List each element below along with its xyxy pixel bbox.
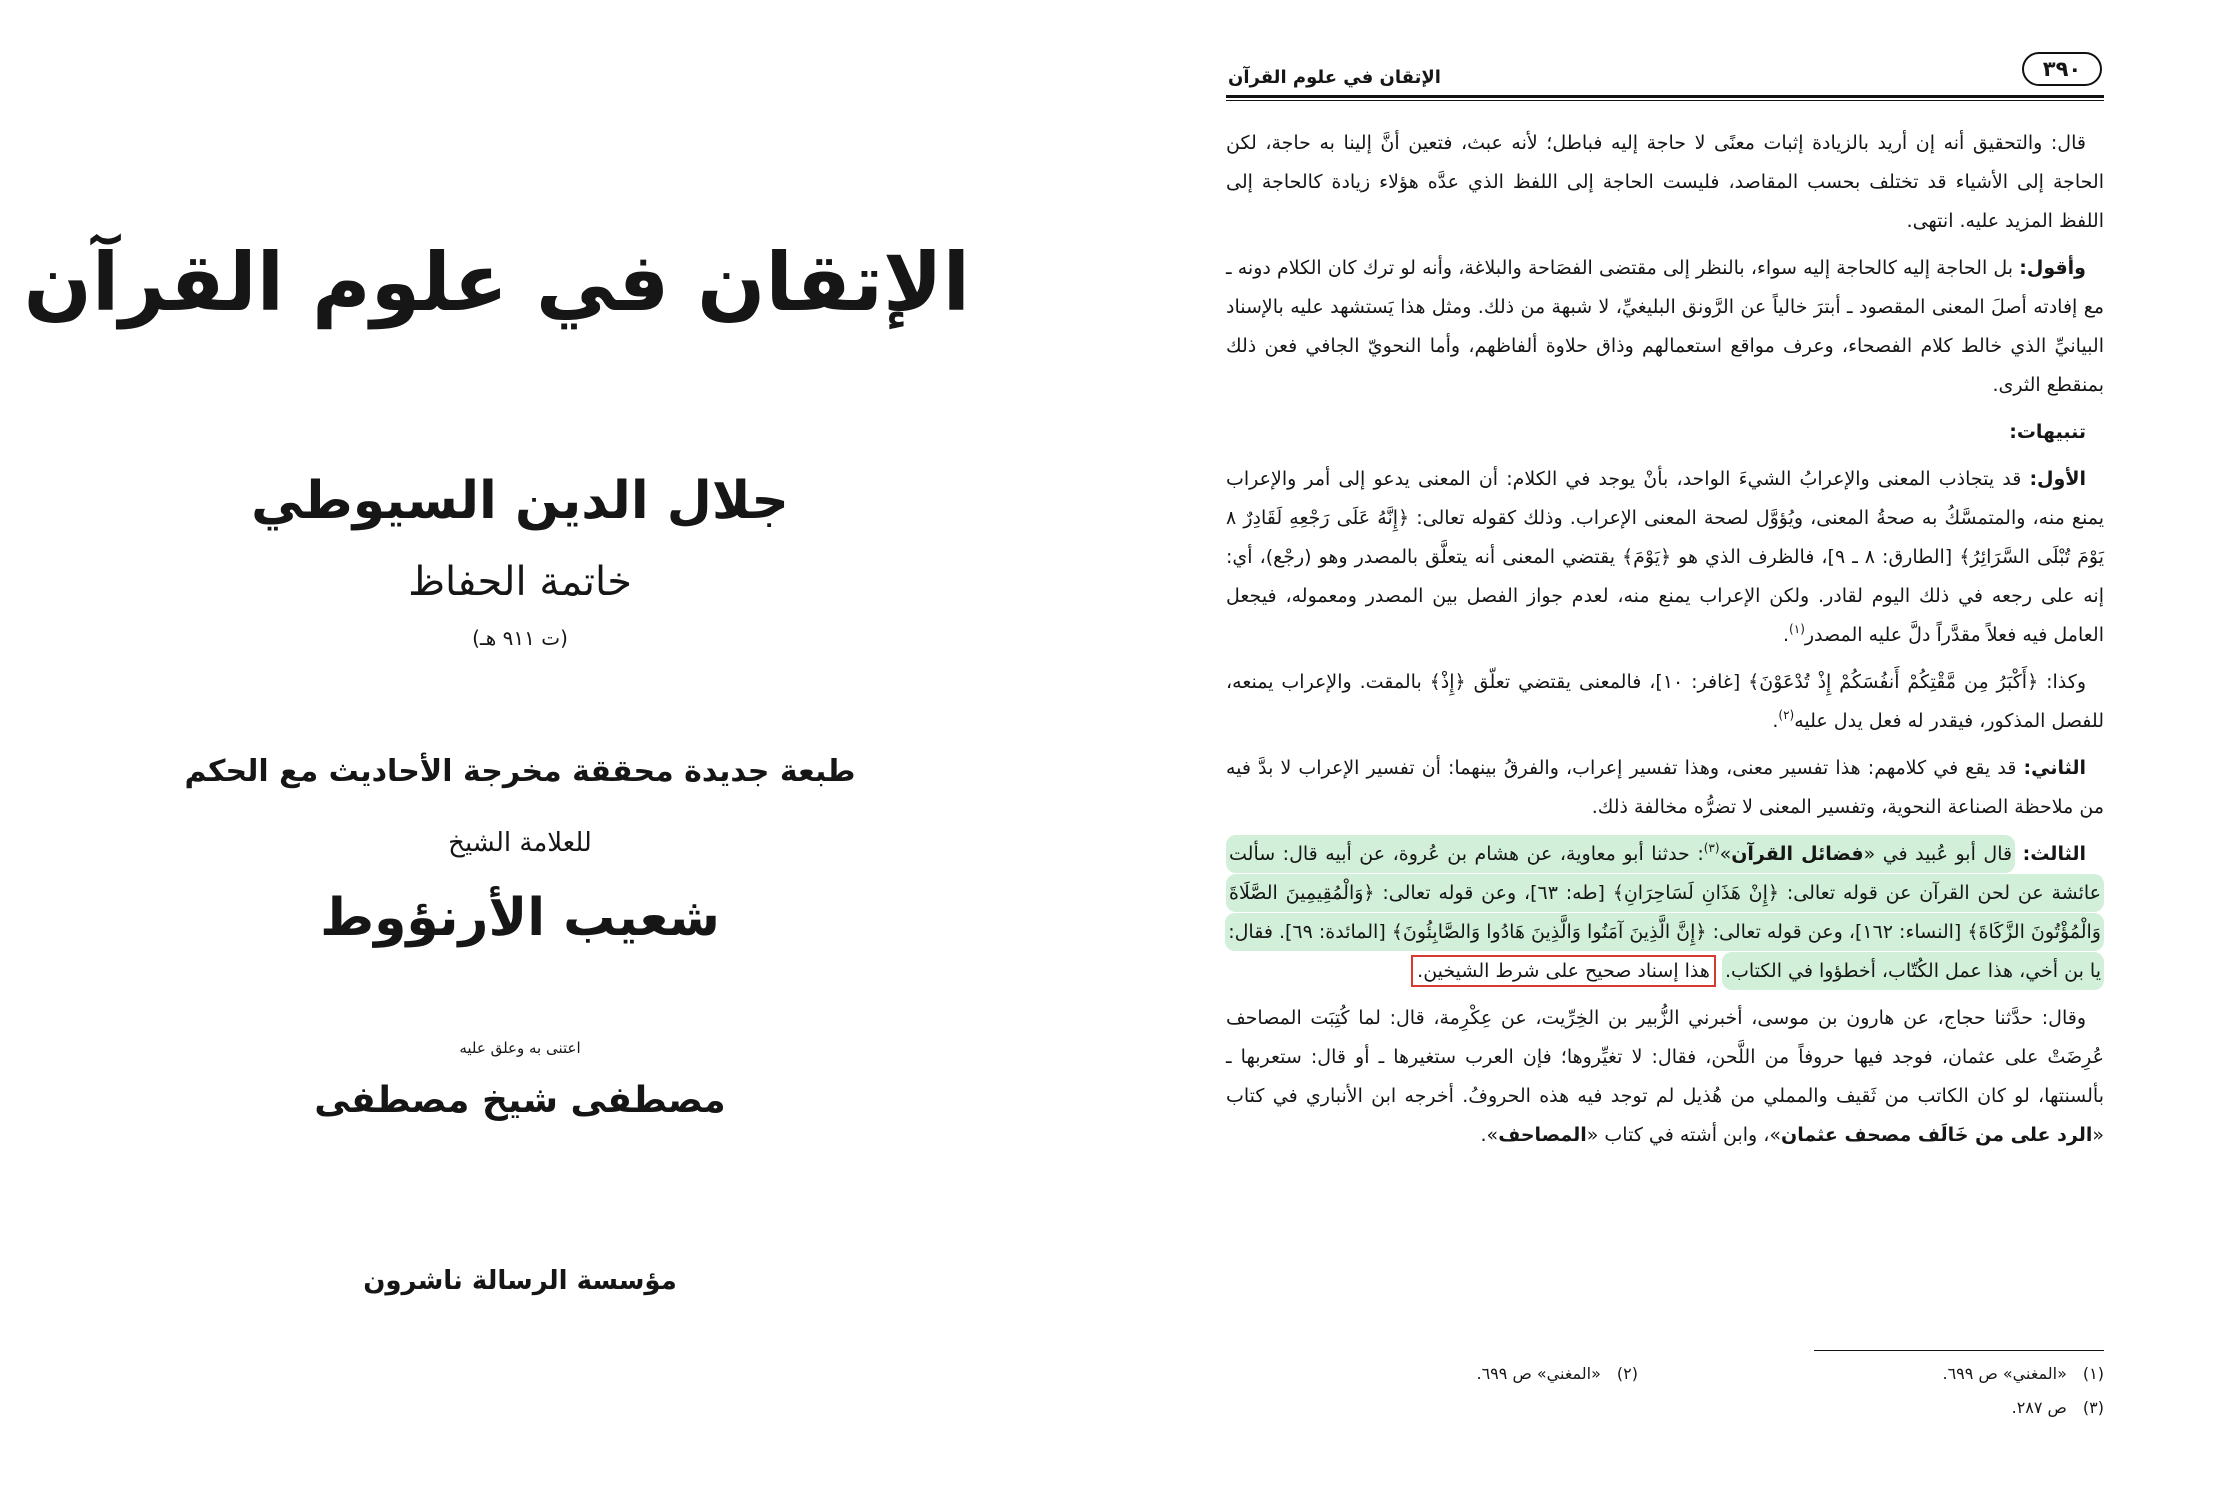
- paragraph-text: بالمقت. والإعراب يمنعه، للفصل المذكور، فيقدر له فعل يدل عليه: [1226, 671, 2104, 732]
- paragraph-text: »، وابن أشته في كتاب «: [1586, 1124, 1782, 1146]
- paragraph-text: قال: والتحقيق أنه إن أريد بالزيادة إثبات معنًى لا حاجة إليه فباطل؛ لأنه عبث، فتعين أنَّ إلينا به حاجة، لكن الحاجة إلى الأشياء قد تختلف بحسب المقاصد، فليست الحاجة إلى اللفظ الذي عدَّه هؤلاء زيادة كالحاجة إلى اللفظ المزيد عليه. انتهى.: [1226, 132, 2104, 232]
- paragraph-lead: الثاني:: [2023, 757, 2086, 779]
- book-title-ref: المصاحف: [1498, 1124, 1587, 1146]
- quran-verse: ﴿إِنَّ الَّذِينَ آمَنُوا وَالَّذِينَ هَادُوا وَالصَّابِئُونَ﴾: [1391, 921, 1707, 943]
- footnote-ref: (٢): [1778, 708, 1795, 722]
- paragraph-text: يقتضي المعنى أنه يتعلَّق بالمصدر وهو (رجْع)، أي: إنه على رجعه في ذلك اليوم لقادر. ولكن الإعراب يمنع منه، لعدم جواز الفصل بين المصدر ومعموله، فيجعل العامل فيه فعلاً مقدَّراً دلَّ عليه المصدر: [1226, 546, 2104, 646]
- paragraph-text: قد يتجاذب المعنى والإعرابُ الشيءَ الواحد، بأنْ يوجد في الكلام: أن المعنى يدعو إلى أمر والإعراب يمنع منه، والمتمسَّكُ به صحةُ المعنى، ويُؤوَّل لصحة المعنى الإعراب. وذلك كقوله تعالى:: [1226, 468, 2105, 529]
- paragraph-7: [1226, 999, 2104, 1155]
- paragraph-text: »: [1719, 843, 1732, 865]
- footnote-text: ص ٢٨٧.: [2011, 1398, 2067, 1417]
- footnote-text: «المغني» ص ٦٩٩.: [1942, 1364, 2067, 1383]
- quran-verse: ﴿إِنَّهُ عَلَى رَجْعِهِ لَقَادِرٌ ٨ يَوْمَ تُبْلَى السَّرَائِرُ﴾: [1226, 507, 2104, 568]
- section-heading: تنبيهات:: [2009, 421, 2086, 443]
- paragraph-text: [غافر: ١٠]، فالمعنى يقتضي تعلّق: [1465, 671, 1749, 693]
- paragraph-lead: الأول:: [2029, 468, 2086, 490]
- quran-verse: ﴿أَكْبَرُ مِن مَّقْتِكُمْ أَنفُسَكُمْ إِذْ تُدْعَوْنَ﴾: [1748, 671, 2039, 693]
- editor-prefix: للعلامة الشيخ: [448, 828, 592, 858]
- footnote-2: [1476, 1362, 1638, 1386]
- paragraph-text: : حدثنا أبو معاوية، عن هشام بن عُروة، عن أبيه قال: سألت عائشة عن لحن القرآن عن قوله تعالى:: [1229, 843, 2101, 904]
- footnote-text: «المغني» ص ٦٩٩.: [1476, 1364, 1601, 1383]
- footnote-1: [1942, 1362, 2104, 1386]
- paragraph-text: [الطارق: ٨ ـ ٩]، فالظرف الذي هو: [1671, 546, 1960, 568]
- paragraph-4: [1226, 663, 2104, 741]
- page-body-text: [1226, 124, 2104, 1163]
- paragraph-text: .: [1783, 624, 1790, 646]
- footnote-rule: [1814, 1350, 2104, 1351]
- quran-verse: ﴿إِنْ هَذَانِ لَسَاحِرَانِ﴾: [1612, 882, 1780, 904]
- book-title: الإتقان في علوم القرآن: [23, 236, 970, 329]
- paragraph-5: [1226, 749, 2104, 827]
- paragraph-3: [1226, 460, 2104, 655]
- paragraph-text: قال أبو عُبيد في «: [1863, 843, 2013, 865]
- page-number: ٣٩٠: [2022, 52, 2102, 86]
- footnote-3: [2012, 1396, 2104, 1420]
- paragraph-6: [1226, 835, 2104, 991]
- quran-verse: ﴿يَوْمَ﴾: [1622, 546, 1672, 568]
- paragraph-text: ».: [1480, 1124, 1499, 1146]
- paragraph-text: بل الحاجة إليه كالحاجة إليه سواء، بالنظر إلى مقتضى الفصَاحة والبلاغة، وأنه لو ترك كان الكلام دونه ـ مع إفادته أصلَ المعنى المقصود ـ أبترَ خالياً عن الرَّونق البليغيِّ، لا شبهة من ذلك. ومثل هذا يَستشهد عليه بالإسناد البيانيِّ الذي خالط كلام الفصحاء، وعرف مواقع استعمالهم وذاق حلاوة ألفاظهم، وأما النحويّ الجافي فعن ذلك بمنقطع الثرى.: [1226, 257, 2104, 396]
- footnote-number: (٢): [1616, 1364, 1638, 1383]
- author-name: جلال الدين السيوطي: [251, 471, 789, 531]
- author-epithet: خاتمة الحفاظ: [408, 559, 632, 605]
- footnote-number: (٣): [2082, 1398, 2104, 1417]
- paragraph-lead: الثالث:: [2022, 843, 2086, 865]
- paragraph-text: [المائدة: ٦٩]. فقال: يا بن أخي، هذا عمل الكُتّاب، أخطؤوا في الكتاب.: [1228, 921, 2101, 982]
- footnote-ref: (٣): [1703, 841, 1720, 855]
- paragraph-text: [طه: ٦٣]، وعن قوله تعالى:: [1374, 882, 1613, 904]
- annotator-name: مصطفى شيخ مصطفى: [314, 1080, 726, 1121]
- paragraph-text: وقال: حدَّثنا حجاج، عن هارون بن موسى، أخبرني الزُّبير بن الخِرِّيت، عن عِكْرِمة، قال: لما كُتِبَت المصاحف عُرِضَتْ على عثمان، فوجد فيها حروفاً من اللَّحن، فقال: لا تغيِّروها؛ فإن العرب ستغيرها ـ أو قال: ستعربها ـ بألسنتها، لو كان الكاتب من ثَقيف والمملي من هُذيل لم توجد فيه هذه الحروفُ. أخرجه ابن الأنباري في كتاب «: [1226, 1007, 2104, 1146]
- isnad-verdict-box: هذا إسناد صحيح على شرط الشيخين.: [1411, 955, 1716, 987]
- paragraph-text: وكذا:: [2038, 671, 2087, 693]
- paragraph-2: [1226, 249, 2104, 405]
- book-title-ref: الرد على من خَالَف مصحف عثمان: [1781, 1124, 2093, 1146]
- paragraph-text: .: [1772, 710, 1779, 732]
- paragraph-lead: وأقول:: [2019, 257, 2086, 279]
- quran-verse: ﴿وَالْمُقِيمِينَ الصَّلَاةَ وَالْمُؤْتُونَ الزَّكَاةَ﴾: [1229, 882, 2101, 943]
- paragraph-1: [1226, 124, 2104, 241]
- footnote-number: (١): [2082, 1364, 2104, 1383]
- editor-name: شعيب الأرنؤوط: [320, 888, 720, 948]
- publisher-name: مؤسسة الرسالة ناشرون: [363, 1266, 677, 1296]
- annotator-prefix: اعتنى به وعلق عليه: [459, 1039, 581, 1057]
- paragraph-text: [النساء: ١٦٢]، وعن قوله تعالى:: [1706, 921, 1968, 943]
- footnote-ref: (١): [1789, 622, 1805, 636]
- edition-note: طبعة جديدة محققة مخرجة الأحاديث مع الحكم: [184, 754, 856, 789]
- author-death-date: (ت ٩١١ هـ): [472, 626, 568, 650]
- book-title-ref: فضائل القرآن: [1731, 843, 1864, 865]
- running-header: الإتقان في علوم القرآن: [1228, 67, 1441, 88]
- paragraph-text: قد يقع في كلامهم: هذا تفسير معنى، وهذا تفسير إعراب، والفرقُ بينهما: أن تفسير الإعراب لا بدَّ فيه من ملاحظة الصناعة النحوية، وتفسير المعنى لا تضرُّه مخالفة ذلك.: [1226, 757, 2104, 818]
- quran-verse: ﴿إِذْ﴾: [1429, 671, 1466, 693]
- header-rule: [1226, 95, 2104, 101]
